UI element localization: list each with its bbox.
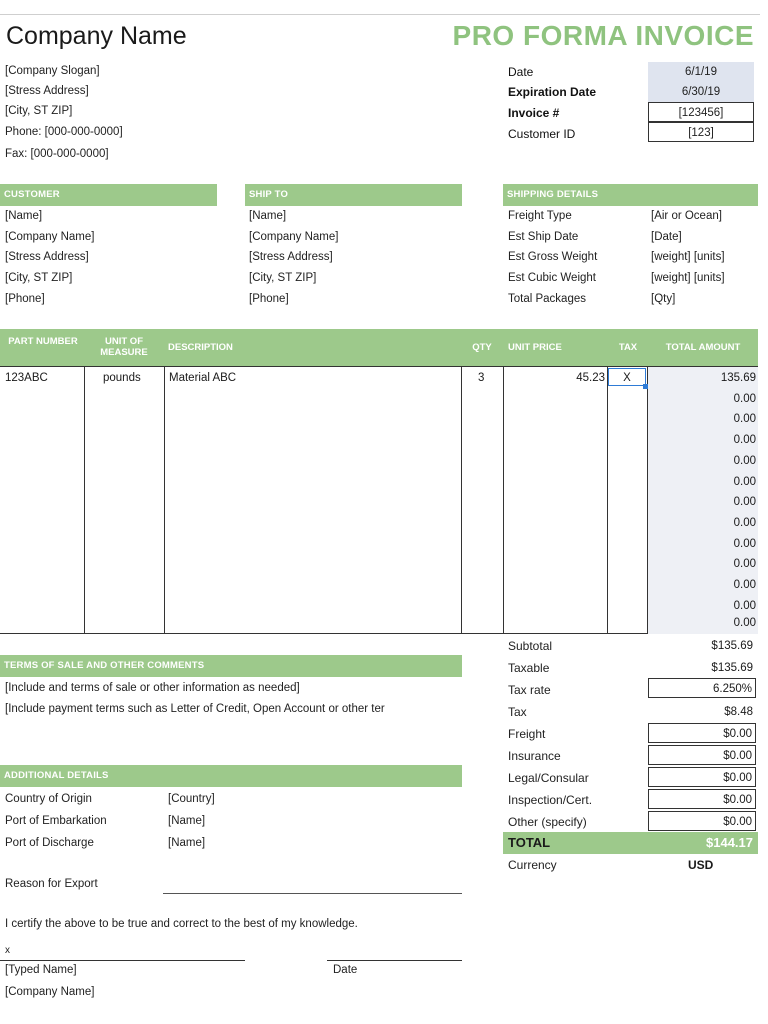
freight-label: Freight (508, 727, 546, 741)
certification-statement: I certify the above to be true and correct to the best of my knowledge. (5, 918, 358, 930)
column-divider (164, 366, 165, 634)
col-qty: QTY (472, 342, 492, 353)
signature-company-name: [Company Name] (5, 986, 95, 998)
other-specify-value[interactable]: $0.00 (648, 811, 756, 831)
customer-city: [City, ST ZIP] (5, 272, 73, 284)
column-divider (607, 366, 608, 634)
row-total-amount: 0.00 (733, 537, 756, 550)
signature-x-mark: x (5, 945, 10, 956)
customer-id-value[interactable]: [123] (648, 122, 754, 142)
legal-consular-value[interactable]: $0.00 (648, 767, 756, 787)
column-divider (461, 366, 462, 634)
freight-value[interactable]: $0.00 (648, 723, 756, 743)
row-total-amount: 0.00 (733, 599, 756, 612)
est-ship-date-value[interactable]: [Date] (651, 231, 682, 243)
row1-part-number[interactable]: 123ABC (5, 372, 48, 384)
row-total-amount: 0.00 (733, 475, 756, 488)
row-total-amount: 0.00 (733, 496, 756, 509)
reason-for-export-label: Reason for Export (5, 878, 98, 890)
total-packages-value[interactable]: [Qty] (651, 293, 676, 305)
insurance-value[interactable]: $0.00 (648, 745, 756, 765)
row-total-amount: 0.00 (733, 413, 756, 426)
col-total-amount: TOTAL AMOUNT (665, 342, 741, 353)
invoice-number-label: Invoice # (508, 106, 560, 120)
legal-consular-label: Legal/Consular (508, 771, 589, 785)
row-total-amount: 0.00 (733, 434, 756, 447)
row-total-amount: 0.00 (733, 516, 756, 529)
row1-unit-price[interactable]: 45.23 (576, 372, 605, 384)
invoice-number-value[interactable]: [123456] (648, 102, 754, 122)
port-of-embarkation-value[interactable]: [Name] (168, 815, 206, 827)
tax-label: Tax (508, 705, 527, 719)
row1-tax-cell[interactable]: X (608, 368, 646, 386)
insurance-label: Insurance (508, 749, 561, 763)
document-title: PRO FORMA INVOICE (452, 20, 754, 51)
ship-to-section-header: SHIP TO (245, 184, 462, 206)
ship-to-address: [Stress Address] (249, 251, 333, 263)
column-divider (503, 366, 504, 634)
table-top-border (0, 366, 758, 367)
company-phone: Phone: [000-000-0000] (5, 126, 123, 138)
subtotal-value: $135.69 (711, 640, 753, 652)
total-value: $144.17 (706, 835, 753, 850)
row-total-amount: 0.00 (733, 454, 756, 467)
reason-for-export-line[interactable] (163, 893, 462, 894)
signature-line[interactable] (0, 960, 245, 961)
row1-qty[interactable]: 3 (478, 372, 485, 384)
row-total-amount: 0.00 (733, 579, 756, 591)
customer-id-label: Customer ID (508, 127, 576, 141)
ship-to-name: [Name] (249, 210, 287, 222)
company-slogan: [Company Slogan] (5, 65, 100, 77)
col-part-number: PART NUMBER (8, 336, 78, 347)
tax-rate-label: Tax rate (508, 683, 551, 697)
other-specify-label: Other (specify) (508, 815, 587, 829)
signature-date-label: Date (333, 964, 358, 976)
col-unit-of-measure: UNIT OF MEASURE (100, 336, 148, 358)
total-label: TOTAL (508, 835, 551, 850)
currency-label: Currency (508, 858, 557, 872)
table-bottom-border (0, 633, 648, 634)
additional-details-header: ADDITIONAL DETAILS (0, 765, 462, 787)
customer-phone: [Phone] (5, 293, 45, 305)
company-address: [Stress Address] (5, 85, 89, 97)
terms-line-1[interactable]: [Include and terms of sale or other information as needed] (5, 682, 300, 694)
expiration-date-value[interactable]: 6/30/19 (648, 82, 754, 102)
column-divider (647, 366, 648, 634)
freight-type-label: Freight Type (508, 210, 572, 222)
taxable-value: $135.69 (711, 662, 753, 674)
date-value[interactable]: 6/1/19 (648, 62, 754, 82)
port-of-discharge-label: Port of Discharge (5, 837, 94, 849)
country-of-origin-value[interactable]: [Country] (168, 793, 215, 805)
est-ship-date-label: Est Ship Date (508, 231, 579, 243)
customer-name: [Name] (5, 210, 43, 222)
row1-description[interactable]: Material ABC (169, 372, 237, 384)
date-label: Date (508, 65, 534, 79)
row-total-amount: 135.69 (720, 372, 756, 384)
est-gross-weight-label: Est Gross Weight (508, 251, 598, 263)
cell-fill-handle[interactable] (643, 384, 648, 389)
tax-value: $8.48 (724, 706, 753, 718)
currency-value[interactable]: USD (688, 858, 714, 872)
subtotal-label: Subtotal (508, 639, 553, 653)
row-total-amount: 0.00 (733, 617, 756, 629)
company-name: Company Name (6, 22, 187, 50)
row-total-amount: 0.00 (733, 392, 756, 405)
customer-section-header: CUSTOMER (0, 184, 217, 206)
row-total-amount: 0.00 (733, 558, 756, 571)
col-tax: TAX (618, 342, 638, 353)
col-description: DESCRIPTION (168, 342, 233, 353)
ship-to-company: [Company Name] (249, 231, 339, 243)
tax-rate-value[interactable]: 6.250% (648, 678, 756, 698)
est-cubic-weight-label: Est Cubic Weight (508, 272, 596, 284)
ship-to-phone: [Phone] (249, 293, 289, 305)
total-packages-label: Total Packages (508, 293, 586, 305)
terms-section-header: TERMS OF SALE AND OTHER COMMENTS (0, 655, 462, 677)
terms-line-2[interactable]: [Include payment terms such as Letter of Credit, Open Account or other ter (5, 703, 385, 715)
typed-name: [Typed Name] (5, 964, 77, 976)
ship-to-city: [City, ST ZIP] (249, 272, 317, 284)
taxable-label: Taxable (508, 661, 550, 675)
customer-company: [Company Name] (5, 231, 95, 243)
column-divider (84, 366, 85, 634)
inspection-cert-label: Inspection/Cert. (508, 793, 593, 807)
port-of-discharge-value[interactable]: [Name] (168, 837, 206, 849)
expiration-date-label: Expiration Date (508, 85, 597, 99)
col-unit-price: UNIT PRICE (508, 342, 562, 353)
shipping-details-header: SHIPPING DETAILS (503, 184, 758, 206)
invoice-page (0, 14, 760, 1005)
company-fax: Fax: [000-000-0000] (5, 148, 109, 160)
inspection-cert-value[interactable]: $0.00 (648, 789, 756, 809)
est-cubic-weight-value[interactable]: [weight] [units] (651, 272, 725, 284)
port-of-embarkation-label: Port of Embarkation (5, 815, 107, 827)
company-city: [City, ST ZIP] (5, 105, 73, 117)
freight-type-value[interactable]: [Air or Ocean] (651, 210, 722, 222)
date-line[interactable] (327, 960, 462, 961)
customer-address: [Stress Address] (5, 251, 89, 263)
est-gross-weight-value[interactable]: [weight] [units] (651, 251, 725, 263)
row1-unit[interactable]: pounds (103, 372, 141, 384)
country-of-origin-label: Country of Origin (5, 793, 92, 805)
